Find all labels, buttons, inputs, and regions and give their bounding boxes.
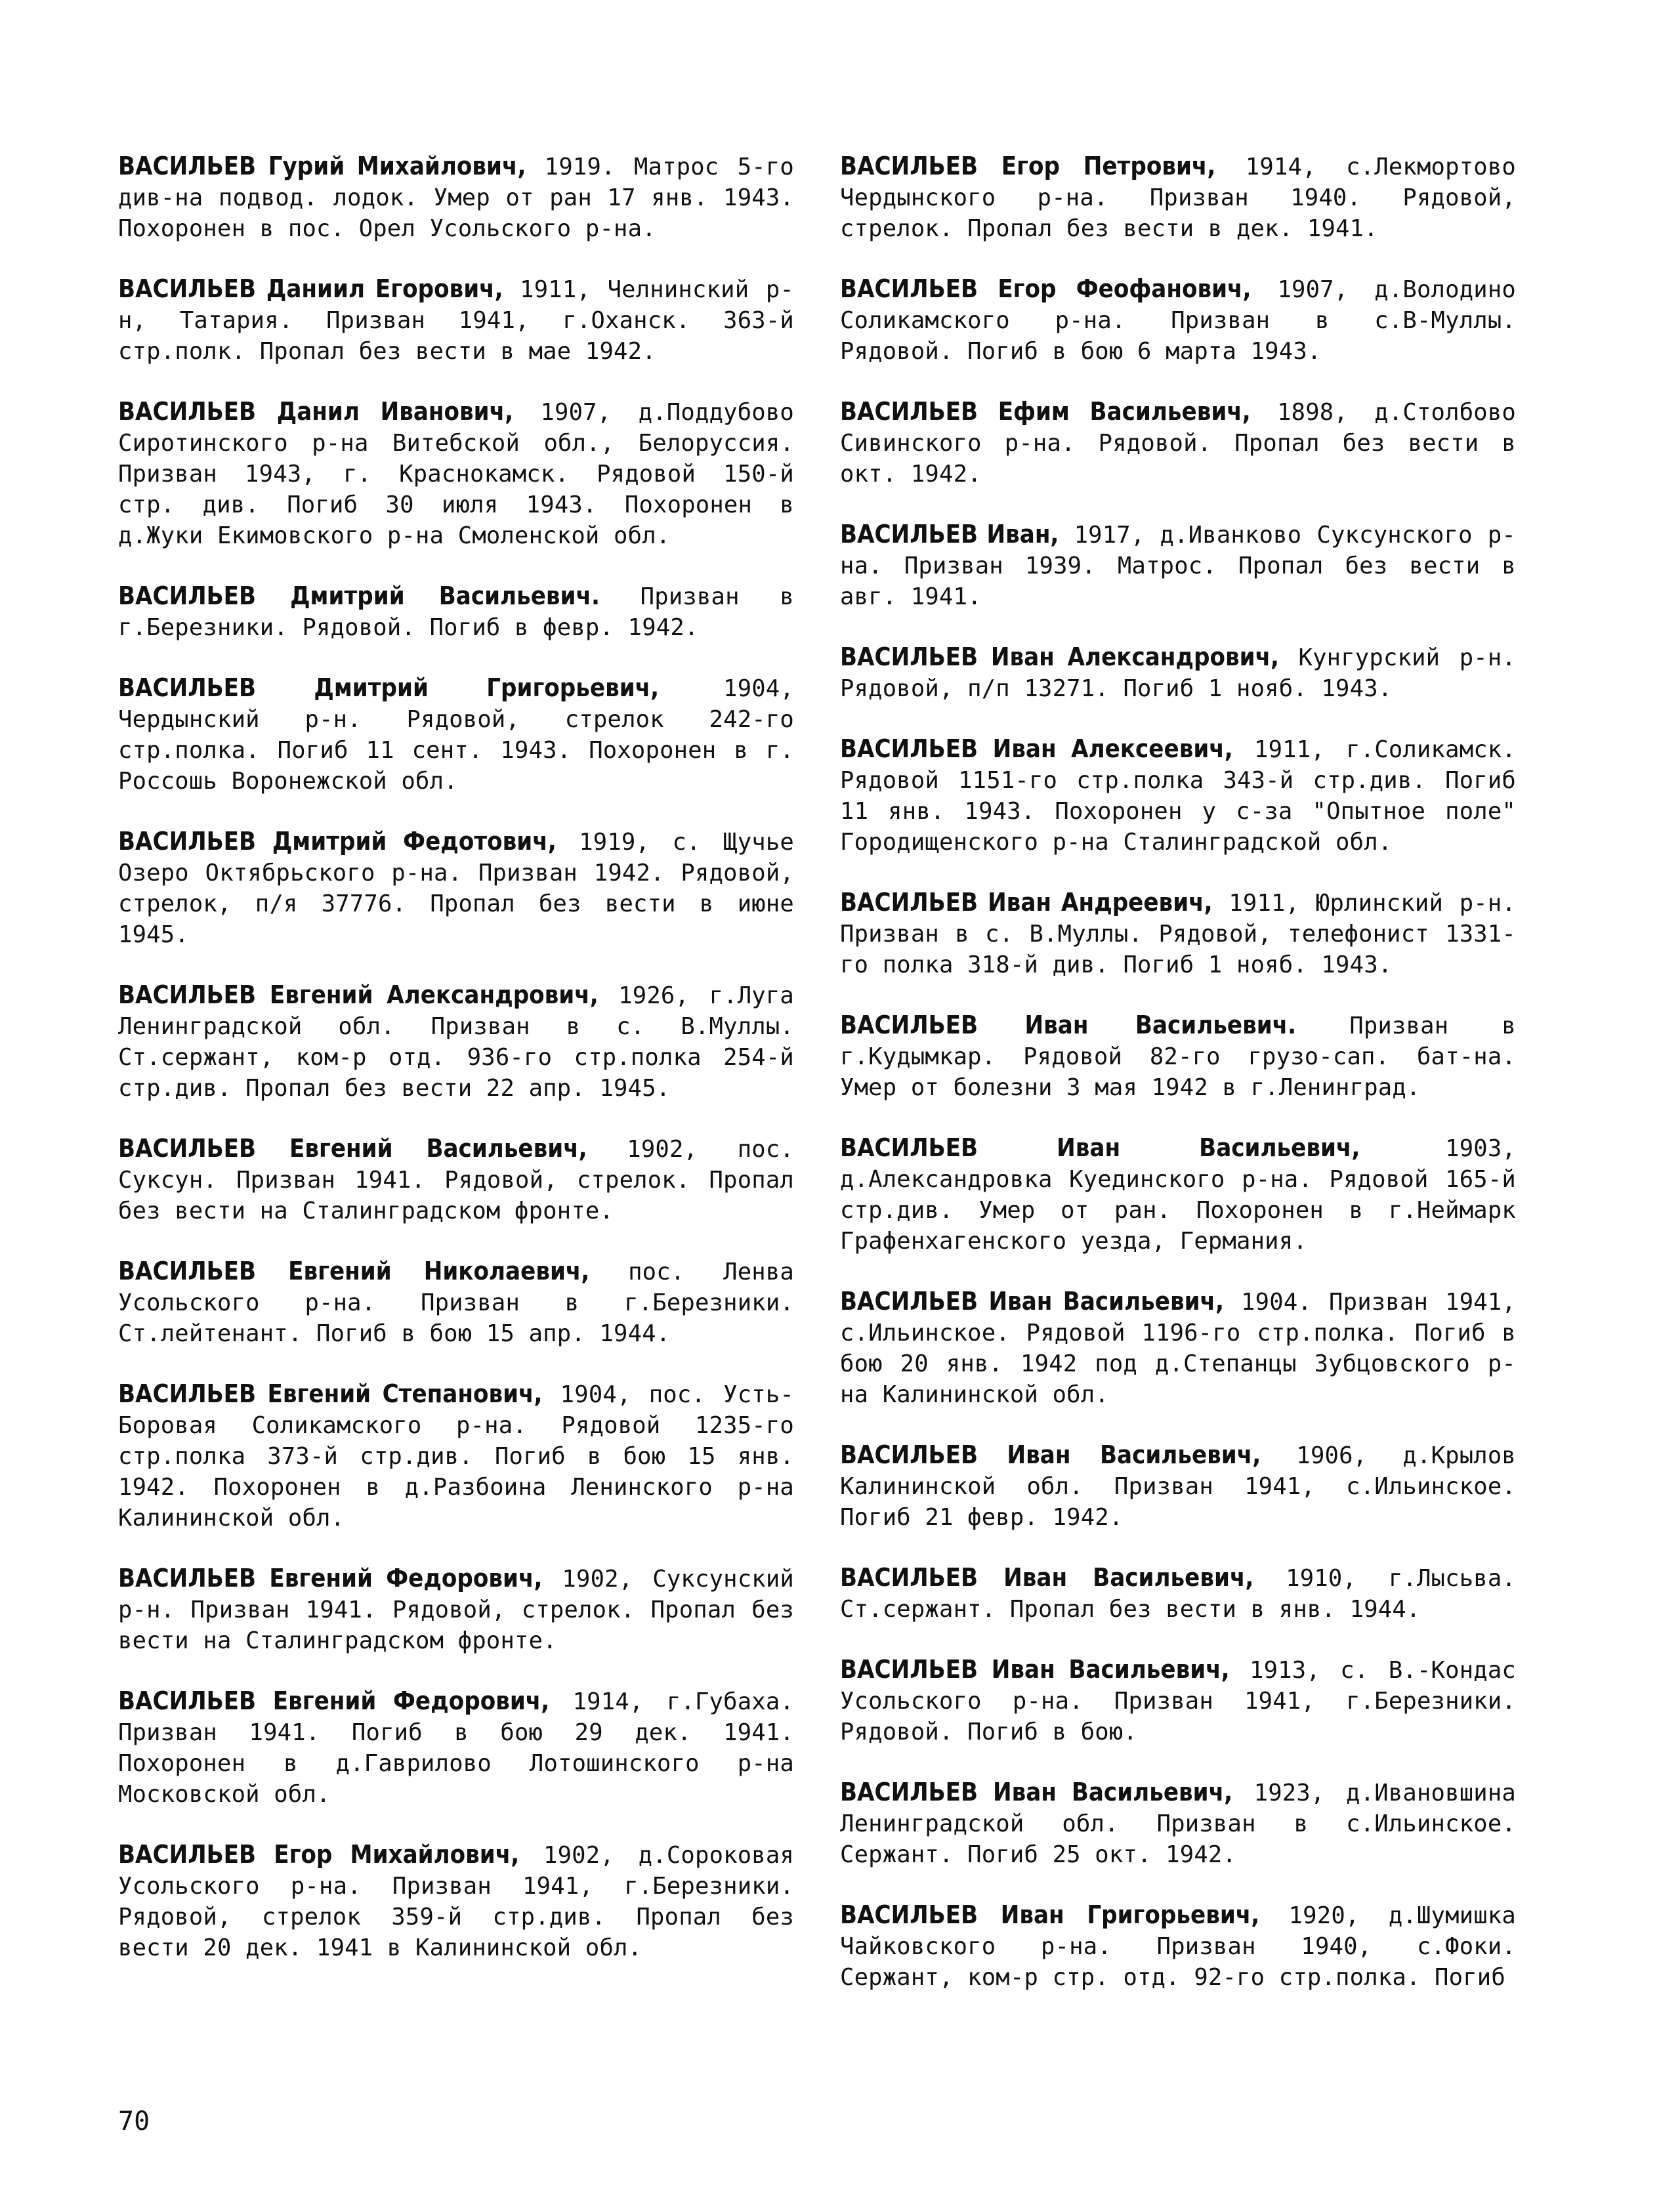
entry-name: ВАСИЛЬЕВ Иван Александрович, [840,642,1280,671]
biography-entry [118,1839,794,1963]
biography-entry [118,980,794,1104]
entry-name: ВАСИЛЬЕВ Иван Васильевич, [840,1563,1254,1592]
entry-text: 1910, г.Лысьва. Ст.сержант. Пропал без вести в янв. 1944. [840,1565,1516,1623]
entry-text: 1919. Матрос 5-го див-на подвод. лодок. Умер от ран 17 янв. 1943. Похоронен в пос. Орел Усольского р-на. [118,154,794,242]
entry-text: 1913, с. В.-Кондас Усольского р-на. Призван 1941, г.Березники. Рядовой. Погиб в бою. [840,1657,1516,1745]
entry-text: 1898, д.Столбово Сивинского р-на. Рядовой. Пропал без вести в окт. 1942. [840,399,1516,488]
biography-entry [118,1563,794,1656]
entry-name: ВАСИЛЬЕВ Егор Петрович, [840,152,1216,180]
entry-name: ВАСИЛЬЕВ Данил Иванович, [118,397,514,426]
biography-entry [118,673,794,797]
biography-entry [840,1900,1516,1993]
entry-text: 1920, д.Шумишка Чайковского р-на. Призван 1940, с.Фоки. Сержант, ком-р стр. отд. 92-го стр.полка. Погиб [840,1902,1516,1991]
biography-entry [118,581,794,643]
entry-text: 1907, д.Поддубово Сиротинского р-на Витебской обл., Белоруссия. Призван 1943, г. Краснокамск. Рядовой 150-й стр. див. Погиб 30 июля 1943. Похоронен в д.Жуки Екимовского р-на Смоленской обл. [118,399,795,549]
entry-name: ВАСИЛЬЕВ Дмитрий Васильевич. [118,581,600,610]
entry-text: Призван в г.Кудымкар. Рядовой 82-го грузо-сап. бат-на. Умер от болезни 3 мая 1942 в г.Ленинград. [840,1012,1516,1101]
entry-text: пос. Ленва Усольского р-на. Призван в г.Березники. Ст.лейтенант. Погиб в бою 15 апр. 1944. [118,1259,794,1347]
entry-text: 1902, Суксунский р-н. Призван 1941. Рядовой, стрелок. Пропал без вести на Сталинградском фронте. [118,1566,794,1654]
entry-text: Призван в г.Березники. Рядовой. Погиб в февр. 1942. [118,583,794,641]
biography-entry [840,519,1516,612]
page-number: 70 [118,2106,150,2137]
entry-name: ВАСИЛЬЕВ Иван Андреевич, [840,888,1213,917]
biography-entry [840,274,1516,367]
entry-name: ВАСИЛЬЕВ Евгений Федорович, [118,1686,550,1715]
entry-name: ВАСИЛЬЕВ Евгений Федорович, [118,1564,543,1593]
biography-entry [840,642,1516,704]
entry-text: 1914, г.Губаха. Призван 1941. Погиб в бою 29 дек. 1941. Похоронен в д.Гаврилово Лотошинского р-на Московской обл. [118,1688,794,1808]
entry-name: ВАСИЛЬЕВ Иван, [840,520,1059,549]
entry-text: 1904, Чердынский р-н. Рядовой, стрелок 242-го стр.полка. Погиб 11 сент. 1943. Похоронен в г. Россошь Воронежской обл. [118,675,794,795]
entry-name: ВАСИЛЬЕВ Евгений Васильевич, [118,1134,587,1163]
biography-entry [118,1379,794,1534]
entry-name: ВАСИЛЬЕВ Гурий Михайлович, [118,152,526,180]
biography-entry [840,1562,1516,1625]
right-column [840,151,1516,2022]
entry-name: ВАСИЛЬЕВ Иван Григорьевич, [840,1900,1260,1929]
entry-name: ВАСИЛЬЕВ Иван Васильевич, [840,1287,1225,1316]
biography-entry [840,1010,1516,1103]
biography-entry [118,1686,794,1810]
biography-entry [840,1777,1516,1870]
biography-entry [840,396,1516,490]
entry-name: ВАСИЛЬЕВ Иван Васильевич, [840,1133,1360,1162]
entry-text: 1902, пос. Суксун. Призван 1941. Рядовой, стрелок. Пропал без вести на Сталинградском фронте. [118,1136,794,1224]
entry-text: 1919, с. Щучье Озеро Октябрьского р-на. Призван 1942. Рядовой, стрелок, п/я 37776. Пропал без вести в июне 1945. [118,829,795,948]
biography-entry [840,1286,1516,1410]
entry-text: 1911, Челнинский р-н, Татария. Призван 1941, г.Оханск. 363-й стр.полк. Пропал без вести в мае 1942. [118,276,794,365]
entry-name: ВАСИЛЬЕВ Дмитрий Григорьевич, [118,673,660,702]
entry-name: ВАСИЛЬЕВ Дмитрий Федотович, [118,827,557,856]
biography-entry [840,1654,1516,1747]
left-column [118,151,794,1993]
biography-entry [118,396,794,551]
entry-text: Кунгурский р-н. Рядовой, п/п 13271. Погиб 1 нояб. 1943. [840,644,1516,702]
biography-entry [840,1133,1516,1257]
entry-text: 1906, д.Крылов Калининской обл. Призван 1941, с.Ильинское. Погиб 21 февр. 1942. [840,1442,1517,1531]
biography-entry [840,887,1516,980]
entry-name: ВАСИЛЬЕВ Иван Васильевич. [840,1011,1297,1039]
entry-text: 1917, д.Иванково Суксунского р-на. Призван 1939. Матрос. Пропал без вести в авг. 1941. [840,522,1516,610]
biography-entry [118,151,794,244]
entry-name: ВАСИЛЬЕВ Егор Михайлович, [118,1840,520,1869]
entry-text: 1923, д.Ивановшина Ленинградской обл. Призван в с.Ильинское. Сержант. Погиб 25 окт. 1942. [840,1780,1516,1868]
biography-entry [118,274,794,367]
entry-text: 1911, г.Соликамск. Рядовой 1151-го стр.полка 343-й стр.див. Погиб 11 янв. 1943. Похоронен у с-за "Опытное поле" Городищенского р-на Сталинградской обл. [840,736,1516,856]
entry-text: 1907, д.Володино Соликамского р-на. Призван в с.В-Муллы. Рядовой. Погиб в бою 6 марта 1943. [840,276,1516,365]
entry-name: ВАСИЛЬЕВ Иван Васильевич, [840,1778,1233,1806]
entry-text: 1926, г.Луга Ленинградской обл. Призван в с. В.Муллы. Ст.сержант, ком-р отд. 936-го стр.полка 254-й стр.див. Пропал без вести 22 апр. 1945. [118,982,794,1102]
entry-text: 1903, д.Александровка Куединского р-на. Рядовой 165-й стр.див. Умер от ран. Похоронен в г.Неймарк Графенхагенского уезда, Германия. [840,1135,1517,1255]
biography-entry [118,1256,794,1349]
entry-name: ВАСИЛЬЕВ Евгений Александрович, [118,980,599,1009]
entry-name: ВАСИЛЬЕВ Иван Алексеевич, [840,734,1233,763]
entry-name: ВАСИЛЬЕВ Евгений Николаевич, [118,1257,590,1285]
entry-name: ВАСИЛЬЕВ Егор Феофанович, [840,274,1251,303]
entry-text: 1914, с.Лекмортово Чердынского р-на. Призван 1940. Рядовой, стрелок. Пропал без вести в дек. 1941. [840,154,1516,242]
biography-entry [118,1133,794,1226]
entry-name: ВАСИЛЬЕВ Иван Васильевич, [840,1655,1230,1684]
entry-name: ВАСИЛЬЕВ Даниил Егорович, [118,274,503,303]
entry-name: ВАСИЛЬЕВ Ефим Васильевич, [840,397,1251,426]
biography-entry [840,151,1516,244]
entry-name: ВАСИЛЬЕВ Иван Васильевич, [840,1440,1261,1469]
entry-text: 1902, д.Сороковая Усольского р-на. Призван 1941, г.Березники. Рядовой, стрелок 359-й стр.див. Пропал без вести 20 дек. 1941 в Калининской обл. [118,1842,795,1961]
entry-text: 1904. Призван 1941, с.Ильинское. Рядовой 1196-го стр.полка. Погиб в бою 20 янв. 1942 под д.Степанцы Зубцовского р-на Калининской обл. [840,1289,1516,1408]
biography-entry [840,734,1516,858]
biography-entry [118,826,794,950]
entry-name: ВАСИЛЬЕВ Евгений Степанович, [118,1379,543,1408]
entry-text: 1904, пос. Усть-Боровая Соликамского р-на. Рядовой 1235-го стр.полка 373-й стр.див. Погиб в бою 15 янв. 1942. Похоронен в д.Разбоина Ленинского р-на Калининской обл. [118,1381,794,1532]
entry-text: 1911, Юрлинский р-н. Призван в с. В.Муллы. Рядовой, телефонист 1331-го полка 318-й див. Погиб 1 нояб. 1943. [840,890,1517,978]
biography-entry [840,1440,1516,1533]
